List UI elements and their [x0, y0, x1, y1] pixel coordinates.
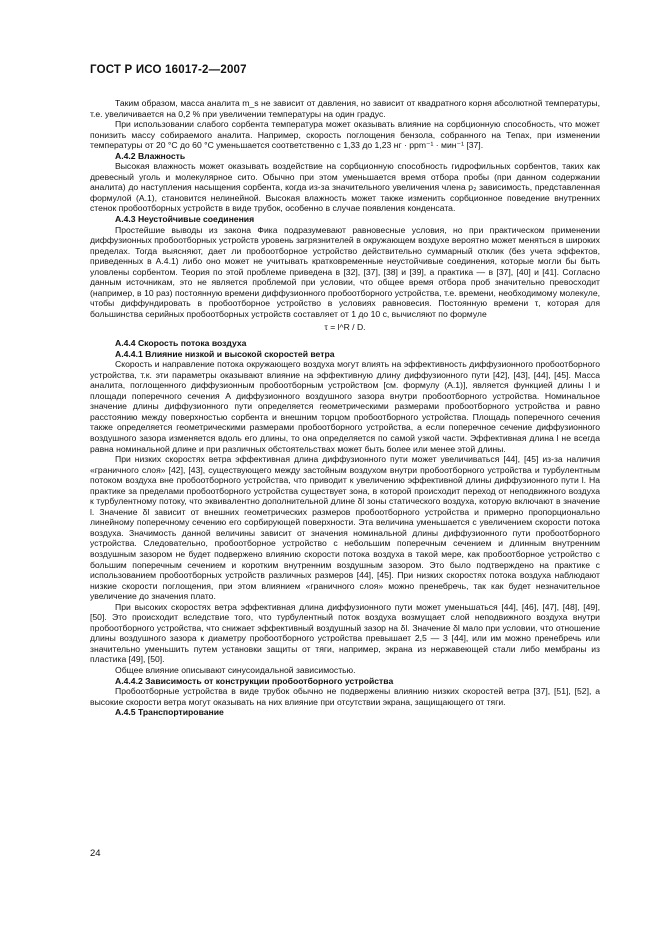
paragraph: Общее влияние описывают синусоидальной зависимостью. [115, 664, 356, 675]
paragraph: Простейшие выводы из закона Фика подразумевают равновесные условия, но при практическом применении диффузионных пробоотборных устройств уровень загрязнителей в окружающем воздухе вероятно может меняться в широких пределах. Тогда выясняют, дает ли пробоотборное устройство действительно суммарный отклик (без учета эффектов, приведенных в А.4.1) либо оно может не учитывать кратковременные неустойчивые соединения, которые могли бы быть уловлены сорбентом. Теория по этой проблеме приведена в [32], [37], [38] и [39], а практика — в [37], [40] и [41]. Согласно данным источникам, это не является проблемой при условии, что общее время отбора проб значительно превосходит (например, в 10 раз) постоянную времени диффузионного пробоотборного устройства, т.е. времени, необходимому молекуле, чтобы диффундировать в пробоотборное устройство в условиях равновесия. Постоянную времени τ, которая для большинства серийных пробоотборных устройств составляет от 1 до 10 с, вычисляют по формуле [90, 224, 600, 319]
page-number: 24 [90, 848, 101, 859]
section-heading-sampler-design: А.4.4.2 Зависимость от конструкции пробоотборного устройства [115, 675, 394, 686]
paragraph: Пробоотборные устройства в виде трубок обычно не подвержены влиянию низких скоростей ветра [37], [51], [52], а высокие скорости ветра могут оказывать на них влияние при отсутствии экрана, защищающего от тяги. [90, 686, 600, 707]
paragraph: Высокая влажность может оказывать воздействие на сорбционную способность гидрофильных сорбентов, таких как древесный уголь и молекулярное сито. Обычно при этом уменьшается время отбора пробы (при данном содержании аналита) до наступления насыщения сорбента, когда из-за значительного увеличения члена p₂ зависимость, представленная формулой (А.1), становится нелинейной. Высокая влажность может также изменить сорбционное поведение внутренних стенок пробоотборных устройств в виде трубок, особенно в случае появления конденсата. [90, 161, 600, 214]
paragraph: Таким образом, масса аналита m_s не зависит от давления, но зависит от квадратного корня абсолютной температуры, т.е. увеличивается на 0,2 % при увеличении температуры на один градус. [90, 98, 600, 119]
paragraph: Скорость и направление потока окружающего воздуха могут влиять на эффективность диффузионного пробоотборного устройства, т.к. эти параметры оказывают влияние на эффективную длину диффузионного пути [42], [43], [44], [45]. Масса аналита, поглощенного диффузионным пробоотборным устройством [см. формулу (А.1)], является функцией длины l и площади поперечного сечения A диффузионного воздушного зазора внутри пробоотборного устройства. Номинальное значение длины диффузионного пути определяется геометрическими размерами пробоотборного устройства и равно расстоянию между поверхностью сорбента и внешним торцом пробоотборного устройства. Площадь поперечного сечения также определяется геометрическими размерами пробоотборного устройства, а если поперечное сечение диффузионного воздушного зазора изменяется вдоль его длины, то она определяется по самой узкой части. Эффективная длина l не всегда равна номинальной длине и при различных обстоятельствах может быть более или менее этой длины. [90, 359, 600, 454]
document-body [90, 98, 600, 718]
document-header-title: ГОСТ Р ИСО 16017-2—2007 [90, 64, 247, 76]
section-heading-unstable-compounds: А.4.3 Неустойчивые соединения [115, 214, 255, 225]
formula-time-constant: τ = l^R / D. [324, 322, 366, 333]
paragraph: При низких скоростях ветра эффективная длина диффузионного пути может увеличиваться [44], [45] из-за наличия «граничного слоя» [42], [43], существующего между застойным воздухом внутри пробоотборного устройства и турбулентным потоком воздуха вне пробоотборного устройства, что приводит к увеличению эффективной длины диффузионного пути l. На практике за пределами пробоотборного устройства существует зона, в которой происходит переход от неподвижного воздуха к турбулентному потоку, что эквивалентно дополнительной длине δl зоны статического воздуха, которую включают в значение l. Значение δl зависит от внешних геометрических размеров пробоотборного устройства и примерно пропорционально линейному поперечному сечению его сорбирующей поверхности. Эта величина уменьшается с увеличением скорости потока воздуха. Значимость данной величины зависит от значения номинальной длины диффузионного пути пробоотборного устройства. Следовательно, пробоотборное устройство с небольшим поперечным сечением и длинным внутренним воздушным зазором не будет подвержено влиянию скорости потока воздуха в такой мере, как пробоотборное устройство с большим поперечным сечением и коротким внутренним воздушным зазором. Это было подтверждено на практике с использованием пробоотборных устройств различных размеров [44], [45]. При низких скоростях потока воздуха наблюдают низкие скорости поглощения, при этом влиянием «граничного слоя» можно пренебречь, так как будет незначительное увеличение до значения плато. [90, 454, 600, 602]
section-heading-air-flow: А.4.4 Скорость потока воздуха [115, 338, 247, 349]
paragraph: При использовании слабого сорбента температура может оказывать влияние на сорбционную способность, что может понизить массу собираемого аналита. Например, скорость поглощения бензола, собранного на Тепах, при изменении температуры от 20 °С до 60 °С уменьшается соответственно с 1,33 до 1,23 нг · ppm⁻¹ · мин⁻¹ [37]. [90, 119, 600, 151]
section-heading-transport: А.4.5 Транспортирование [115, 707, 224, 718]
section-heading-wind-speed: А.4.4.1 Влияние низкой и высокой скоростей ветра [115, 348, 335, 359]
paragraph: При высоких скоростях ветра эффективная длина диффузионного пути может уменьшаться [44], [46], [47], [48], [49], [50]. Это происходит вследствие того, что турбулентный поток воздуха возмущает слой неподвижного воздуха внутри пробоотборного устройства, что снижает эффективный воздушный зазор на δl. Значение δl мало при условии, что отношение длины воздушного зазора к диаметру пробоотборного устройства превышает 2,5 — 3 [44], или им можно пренебречь или значительно уменьшить путем установки защиты от тяги, например, экрана из нержавеющей стали либо мембраны из пластика [49], [50]. [90, 601, 600, 665]
section-heading-humidity: А.4.2 Влажность [115, 150, 186, 161]
